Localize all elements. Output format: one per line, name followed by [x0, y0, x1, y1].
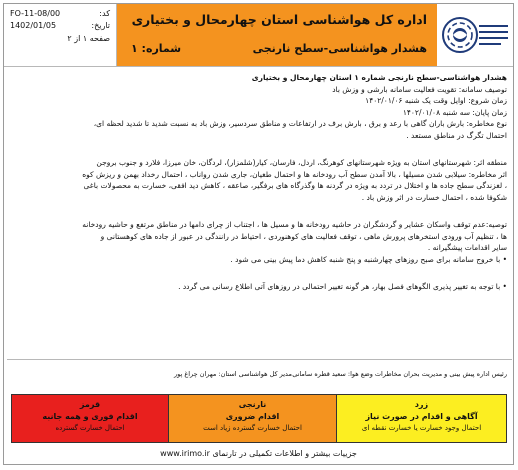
legend-orange-action: اقدام ضروری — [225, 412, 280, 421]
header-divider — [4, 66, 513, 67]
advice-line-1: توصیه:عدم توقف واسکان عشایر و گردشگران در حاشیه رودخانه ها و مسیل ها ، اجتناب از چرای دامها در مناطق مرتفع و حاشیه رودخانه — [82, 220, 507, 229]
advice-line-2: ها ، تنظیم آب ورودی استخرهای پرورش ماهی ، توقف فعالیت های کوهنوردی ، احتیاط در رانندگی در عبور از جاده های کوهستانی و — [100, 231, 507, 241]
director-signature: مدیر کل هواشناسی استان: مهران چراغ پور — [174, 370, 292, 378]
meteorological-organization-logo-icon — [437, 4, 513, 66]
hazard-effect-line-1: اثر مخاطره: سیلابی شدن مسیلها ، بالا آمدن سطح آب رودخانه ها و احتمال طغیان، جاری شدن رواناب ، احتمال رخداد بهمن و ریزش کوه — [82, 169, 507, 179]
forecast-bullet-1: • با خروج سامانه برای صبح روزهای چهارشنبه و پنج شنبه کاهش دما پیش بینی می شود . — [230, 254, 507, 264]
org-title: اداره کل هواشناسی استان چهارمحال و بختیاری — [131, 12, 427, 27]
page-indicator: صفحه ۱ از ۲ — [67, 33, 110, 43]
warning-title: هشدار هواشناسی-سطح نارنجی — [252, 42, 427, 55]
document-code-box — [4, 4, 117, 66]
start-time: زمان شروع: اوایل وقت یک شنبه ۱۴۰۲/۰۱/۰۶ — [365, 96, 507, 105]
legend-orange-title: نارنجی — [238, 400, 267, 409]
legend-yellow — [337, 395, 506, 442]
document-header — [4, 4, 513, 66]
system-description: توصیف سامانه: تقویت فعالیت سامانه بارشی و وزش باد — [332, 84, 507, 94]
warning-number: شماره: ۱ — [131, 42, 182, 55]
warning-headline: هشدار هواشناسی-سطح نارنجی شماره ۱ استان چهارمحال و بختیاری — [251, 73, 507, 82]
hazard-effect-line-2: ، لغزندگی سطح جاده ها و اختلال در تردد به ویژه در گردنه ها وگذرگاه های برفگیر، صاعقه ، کاهش دید افقی، خسارت به محصولات باغی — [83, 181, 507, 190]
date-value: 1402/01/05 — [10, 21, 57, 31]
title-band — [117, 4, 437, 66]
date-label: تاریخ: — [91, 21, 110, 31]
warning-body — [4, 72, 513, 293]
legend-red-desc: احتمال خسارت گسترده — [55, 424, 125, 432]
legend-yellow-desc: احتمال وجود خسارت یا خسارت نقطه ای — [361, 424, 482, 432]
hazard-type-line-1: نوع مخاطره: بارش باران گاهی با رعد و برق ، بارش برف در ارتفاعات و مناطق سردسیر، وزش باد به نسبت شدید تا شدید لحظه ای، — [93, 119, 507, 128]
warning-document — [3, 3, 514, 465]
code-label: کد: — [99, 9, 110, 18]
legend-red-title: قرمز — [79, 400, 101, 409]
legend-orange — [169, 395, 337, 442]
forecast-head-signature: رئیس اداره پیش بینی و مدیریت بحران مخاطرات وضع هوا: سعید قطره سامانی — [292, 370, 507, 378]
legend-yellow-title: زرد — [414, 400, 429, 409]
end-time: زمان پایان: سه شنبه ۱۴۰۲/۰۱/۰۸ — [402, 107, 507, 117]
advice-line-3: سایر اقدامات پیشگیرانه . — [427, 243, 507, 252]
code-value: FO-11-08/00 — [10, 9, 61, 18]
legend-orange-desc: احتمال خسارت گسترده زیاد است — [203, 424, 302, 432]
hazard-type-line-2: احتمال تگرگ در مناطق مستعد . — [406, 130, 507, 140]
affected-area: منطقه اثر: شهرستانهای استان به ویژه شهرستانهای کوهرنگ، اردل، فارسان، کیار(شلمزار)، لردگان، خان میرزا، فلارد و جنوب بروجن — [96, 158, 507, 167]
hazard-effect-line-3: شکوفا شده ، احتمال خسارت در اثر وزش باد . — [361, 192, 507, 202]
legend-red — [12, 395, 169, 442]
legend-red-action: اقدام فوری و همه جانبه — [42, 412, 138, 421]
signature-divider — [7, 359, 512, 360]
legend-yellow-action: آگاهی و اقدام در صورت نیاز — [365, 412, 478, 421]
warning-level-legend — [11, 394, 507, 443]
website-footer: جزییات بیشتر و اطلاعات تکمیلی در تارنمای www.irimo.ir — [160, 449, 357, 458]
forecast-bullet-2: • با توجه به تغییر پذیری الگوهای فصل بهار، هر گونه تغییر احتمالی در روزهای آتی اطلاع رسانی می گردد . — [178, 282, 507, 291]
